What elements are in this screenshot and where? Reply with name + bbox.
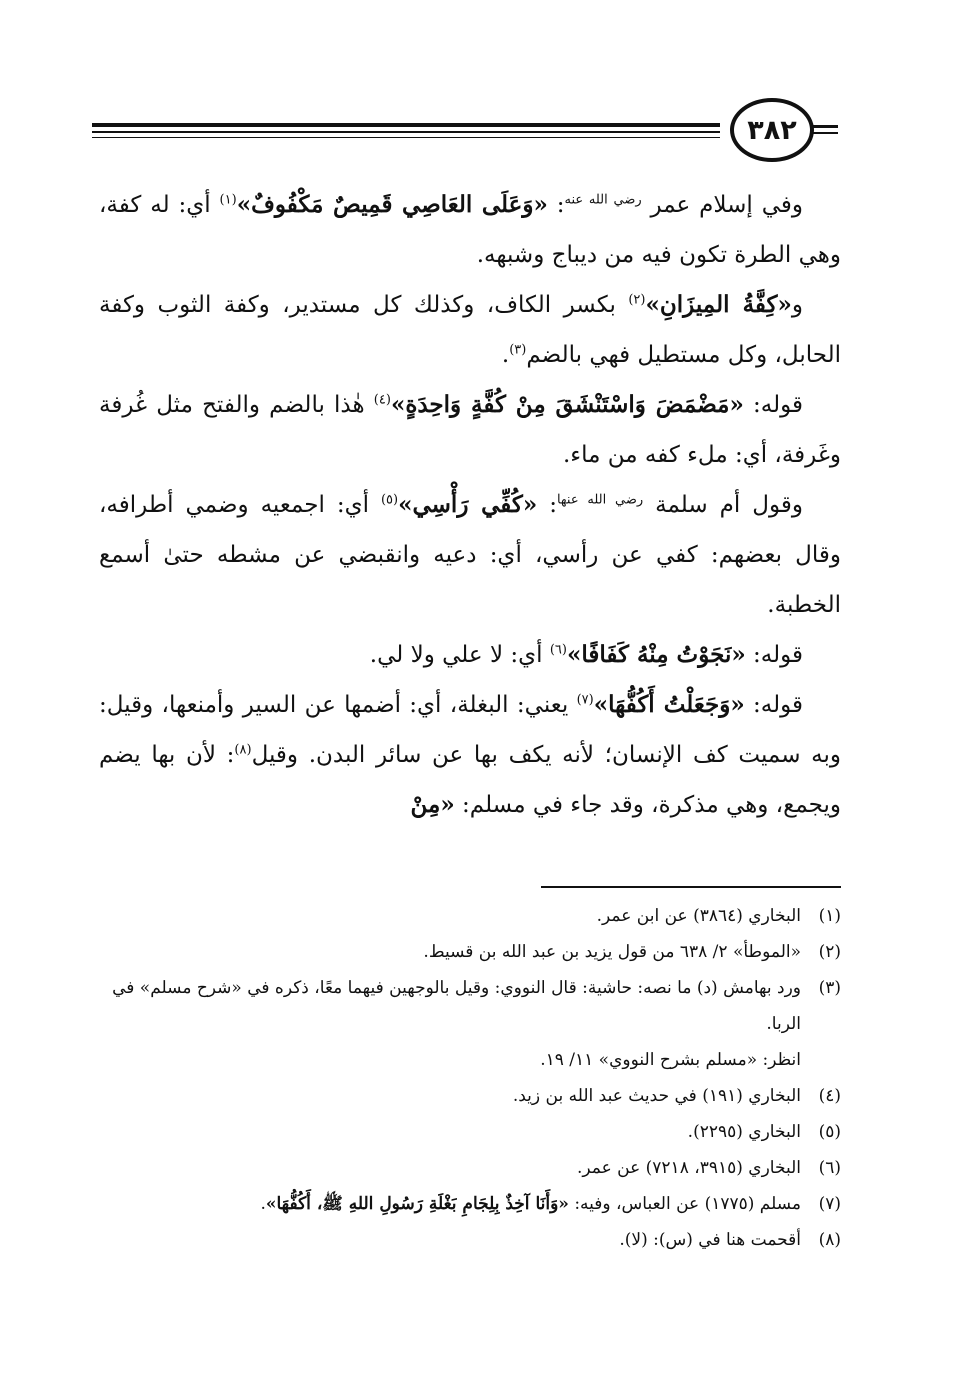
paragraph-1 <box>99 180 841 280</box>
text: وفي إسلام عمر <box>641 192 803 218</box>
text: : <box>537 492 557 518</box>
footnote-ref[interactable]: (٨) <box>234 742 252 758</box>
text: و <box>791 292 803 318</box>
hadith-quote: «مِنْ <box>410 791 455 818</box>
footnote-divider <box>541 886 841 888</box>
footnote-ref[interactable]: (٧) <box>576 692 594 708</box>
footnote-item <box>99 1150 841 1186</box>
footnote-number: (٥) <box>818 1122 841 1142</box>
hadith-quote: «كُفِّي رَأْسِي» <box>398 491 538 518</box>
footnote-item <box>99 1114 841 1150</box>
hadith-quote: «وَعَلَى العَاصِي قَمِيصٌ مَكْفُوفٌ» <box>236 191 548 218</box>
footnote-text: البخاري (٣٨٦٤) عن ابن عمر. <box>596 906 801 926</box>
footnote-ref[interactable]: (٤) <box>373 392 391 408</box>
footnote-number: (١) <box>818 906 841 926</box>
footnote-number: (٧) <box>818 1194 841 1214</box>
paragraph-6 <box>99 680 841 830</box>
footnote-text: . <box>260 1194 266 1214</box>
footnote-ref[interactable]: (١) <box>219 192 237 208</box>
footnote-body <box>99 970 801 1078</box>
paragraph-2 <box>99 280 841 380</box>
text: قوله: <box>745 642 803 668</box>
footnotes <box>99 898 841 1258</box>
footnote-text: «الموطأ» ٢/ ٦٣٨ من قول يزيد بن عبد الله بن قسيط. <box>423 942 801 962</box>
text: أي: لا علي ولا لي. <box>369 642 550 668</box>
footnote-ref[interactable]: (٦) <box>549 642 567 658</box>
hadith-quote: «وَأَنَا آخِذٌ بِلِجَامِ بَغْلَةِ رَسُولِ اللهِ ﷺ، أَكُفُّهَا» <box>265 1194 569 1214</box>
text: : <box>547 192 565 218</box>
page-header <box>92 98 838 162</box>
footnote-number: (٢) <box>818 942 841 962</box>
hadith-quote: «نَجَوْتُ مِنْهُ كَفَافًا» <box>566 641 746 668</box>
footnote-ref[interactable]: (٢) <box>628 292 646 308</box>
text: قوله: <box>744 692 803 718</box>
footnote-number: (٦) <box>818 1158 841 1178</box>
honorific: رضي الله عنها <box>556 492 644 508</box>
footnote-item <box>99 1078 841 1114</box>
footnote-text: البخاري (١٩١) في حديث عبد الله بن زيد. <box>512 1086 801 1106</box>
footnote-item <box>99 934 841 970</box>
text: أي: اجمعيه وضمي أطرافه، وقال بعضهم: كفي عن رأسي، أي: دعيه وانقبضي عن مشطه حتىٰ أسمع الخطبة. <box>99 492 841 618</box>
footnote-number: (٣) <box>818 978 841 998</box>
header-rule <box>92 131 720 133</box>
footnote-text: مسلم (١٧٧٥) عن العباس، وفيه: <box>568 1194 801 1214</box>
text: . <box>501 342 510 368</box>
page-number: ٣٨٢ <box>730 98 814 162</box>
footnote-number: (٨) <box>818 1230 841 1250</box>
text: : لأن بها يضم ويجمع، وهي مذكرة، وقد جاء في مسلم: <box>99 742 841 818</box>
footnote-number: (٤) <box>818 1086 841 1106</box>
header-rule <box>92 123 720 127</box>
footnote-ref[interactable]: (٥) <box>380 492 399 508</box>
footnote-text: أقحمت هنا في (س): (لا). <box>619 1230 801 1250</box>
hadith-quote: «مَضْمَضَ وَاسْتَنْشَقَ مِنْ كُفَّةٍ وَاحِدَةٍ» <box>390 391 744 418</box>
footnote-text: ورد بهامش (د) ما نصه: حاشية: قال النووي: وقيل بالوجهين فيهما معًا، ذكره في «شرح مسلم» في الربا. <box>112 978 801 1034</box>
footnote-ref[interactable]: (٣) <box>509 342 527 358</box>
header-rule <box>92 137 720 138</box>
footnote-continuation: انظر: «مسلم بشرح النووي» ١١/ ١٩. <box>540 1050 801 1070</box>
footnote-text: البخاري (٢٢٩٥). <box>687 1122 801 1142</box>
main-text <box>99 180 841 830</box>
text: وقول أم سلمة <box>643 492 803 518</box>
text: قوله: <box>743 392 804 418</box>
paragraph-3 <box>99 380 841 480</box>
footnote-item <box>99 970 841 1078</box>
footnote-text: البخاري (٣٩١٥، ٧٢١٨) عن عمر. <box>577 1158 801 1178</box>
paragraph-5 <box>99 630 841 680</box>
text: بكسر الكاف، وكذلك كل مستدير، وكفة الثوب وكفة الحابل، وكل مستطيل فهي بالضم <box>99 292 841 368</box>
text: يعني: البغلة، أي: أضمها عن السير وأمنعها، وقيل: وبه سميت كف الإنسان؛ لأنه يكف بها عن سائر البدن. وقيل <box>99 692 841 768</box>
footnote-item <box>99 898 841 934</box>
text: أي: له كفة، وهي الطرة تكون فيه من ديباج وشبهه. <box>99 192 841 268</box>
footnote-item <box>99 1222 841 1258</box>
hadith-quote: «كِفَّةُ المِيزَانِ» <box>645 291 792 318</box>
hadith-quote: «وَجَعَلْتُ أَكُفُّهَا» <box>593 691 745 718</box>
text: هٰذا بالضم والفتح مثل غُرفة وغَرفة، أي: ملء كفه من ماء. <box>99 392 841 468</box>
honorific: رضي الله عنه <box>564 192 642 208</box>
paragraph-4 <box>99 480 841 630</box>
footnote-item <box>99 1186 841 1222</box>
footnote-body <box>99 1186 801 1222</box>
